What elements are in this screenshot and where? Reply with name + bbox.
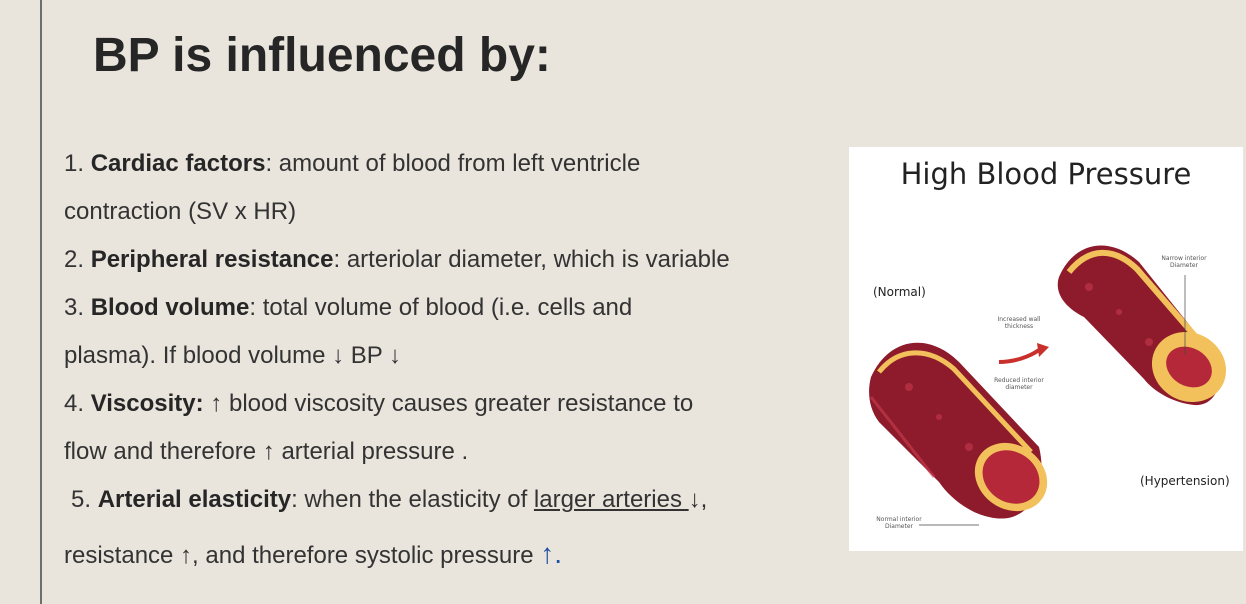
bullet-list [64, 140, 824, 578]
progression-arrow-icon [999, 343, 1049, 362]
note-reduced-diameter: Reduced interior diameter [994, 377, 1044, 391]
normal-vessel-icon [869, 343, 1060, 525]
term-cardiac-factors: Cardiac factors [90, 150, 266, 177]
high-blood-pressure-figure [849, 147, 1243, 551]
label-normal: (Normal) [873, 285, 926, 299]
note-narrow-diameter: Narrow interior Diameter [1161, 255, 1207, 269]
item-3-line-1: 3. Blood volume: total volume of blood (i.e. cells and [64, 294, 633, 321]
term-peripheral-resistance: Peripheral resistance [90, 246, 334, 273]
item-5-line-1: 5. Arterial elasticity: when the elasticity of larger arteries ↓, [71, 486, 708, 513]
item-3-line-2: plasma). If blood volume ↓ BP ↓ [64, 342, 402, 369]
note-increased-wall: Increased wall thickness [997, 316, 1041, 330]
up-arrow-icon: ↑. [540, 538, 562, 569]
link-larger-arteries[interactable]: larger arteries [533, 486, 689, 513]
term-viscosity: Viscosity: [90, 390, 204, 417]
item-1-line-1: 1. Cardiac factors: amount of blood from left ventricle [64, 150, 641, 177]
label-hypertension: (Hypertension) [1140, 474, 1230, 488]
slide-title: BP is influenced by: [93, 29, 551, 82]
item-4-line-2: flow and therefore ↑ arterial pressure . [64, 438, 469, 465]
note-normal-diameter: Normal interior Diameter [876, 516, 922, 530]
term-blood-volume: Blood volume [90, 294, 250, 321]
item-2-line-1: 2. Peripheral resistance: arteriolar diameter, which is variable [64, 246, 730, 273]
item-4-line-1: 4. Viscosity: ↑ blood viscosity causes greater resistance to [64, 390, 694, 417]
term-arterial-elasticity: Arterial elasticity [97, 486, 292, 513]
item-5-line-2: resistance ↑, and therefore systolic pressure ↑. [64, 538, 562, 569]
item-1-line-2: contraction (SV x HR) [64, 198, 297, 225]
figure-title: High Blood Pressure [900, 157, 1192, 191]
vessel-illustration [849, 147, 1243, 551]
hypertension-vessel-icon [1058, 246, 1239, 416]
left-margin-rule [40, 0, 42, 604]
